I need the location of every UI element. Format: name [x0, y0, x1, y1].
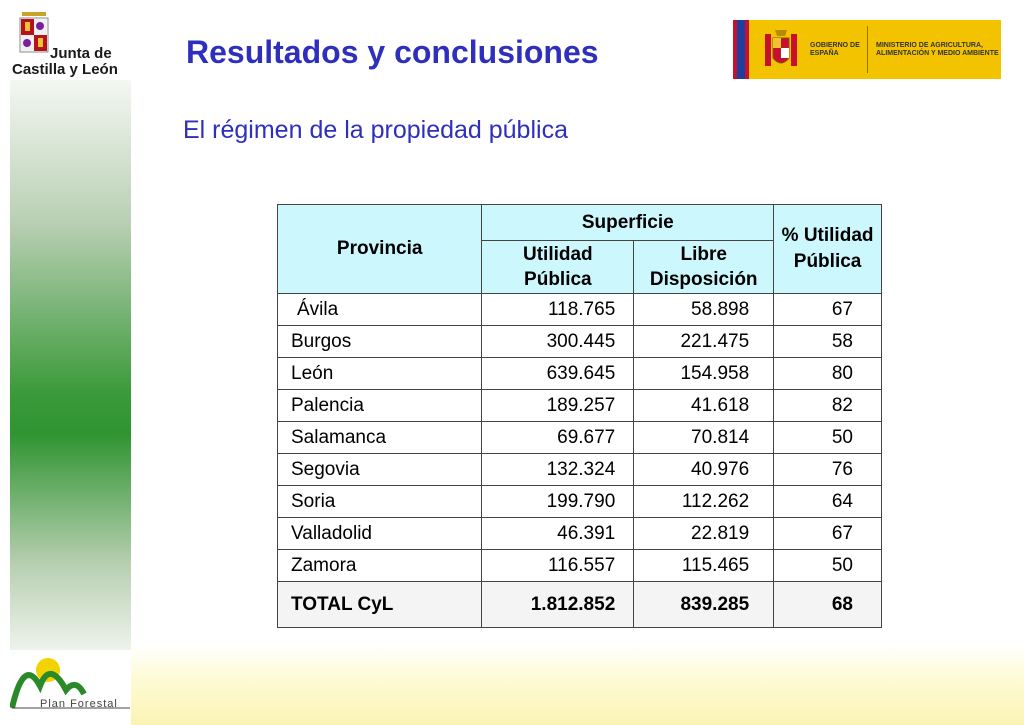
table-row — [278, 358, 882, 390]
cell-provincia: Soria — [278, 486, 482, 518]
junta-text-line2: Castilla y León — [12, 61, 118, 78]
cell-libre: 115.465 — [634, 550, 774, 582]
header-pct-text: % Utilidad Pública — [781, 225, 874, 272]
cell-libre: 22.819 — [634, 518, 774, 550]
cell-libre: 40.976 — [634, 454, 774, 486]
cell-libre: 41.618 — [634, 390, 774, 422]
plan-forestal-text: Plan Forestal — [40, 698, 118, 710]
table-row — [278, 326, 882, 358]
cell-utilidad: 69.677 — [482, 422, 634, 454]
cell-pct: 67 — [774, 518, 882, 550]
cell-provincia: Palencia — [278, 390, 482, 422]
cell-libre: 58.898 — [634, 294, 774, 326]
table-row — [278, 454, 882, 486]
cell-provincia: Salamanca — [278, 422, 482, 454]
page-subtitle: El régimen de la propiedad pública — [183, 116, 568, 144]
cell-provincia: Zamora — [278, 550, 482, 582]
table-row — [278, 518, 882, 550]
cell-pct: 58 — [774, 326, 882, 358]
cell-utilidad: 189.257 — [482, 390, 634, 422]
cell-utilidad: 132.324 — [482, 454, 634, 486]
cell-libre: 154.958 — [634, 358, 774, 390]
header-provincia: Provincia — [278, 205, 482, 294]
table-row — [278, 294, 882, 326]
cell-total-libre: 839.285 — [634, 582, 774, 628]
cell-libre: 221.475 — [634, 326, 774, 358]
cell-libre: 70.814 — [634, 422, 774, 454]
cell-libre: 112.262 — [634, 486, 774, 518]
cell-total-label: TOTAL CyL — [278, 582, 482, 628]
cell-utilidad: 116.557 — [482, 550, 634, 582]
spain-coat-of-arms-icon — [761, 28, 801, 72]
cell-pct: 67 — [774, 294, 882, 326]
flag-icon — [733, 20, 749, 79]
cell-utilidad: 300.445 — [482, 326, 634, 358]
gobierno-separator — [867, 26, 868, 73]
cell-utilidad: 639.645 — [482, 358, 634, 390]
page-title: Resultados y conclusiones — [186, 34, 599, 70]
header-pct-utilidad — [774, 205, 882, 294]
table-total-row — [278, 582, 882, 628]
header-libre-text: Libre Disposición — [649, 244, 758, 290]
cell-pct: 50 — [774, 550, 882, 582]
cell-pct: 64 — [774, 486, 882, 518]
header-utilidad — [482, 241, 634, 294]
cell-utilidad: 118.765 — [482, 294, 634, 326]
junta-text-line1: Junta de — [50, 45, 112, 62]
cell-utilidad: 199.790 — [482, 486, 634, 518]
cell-provincia: Ávila — [278, 294, 482, 326]
cell-provincia: León — [278, 358, 482, 390]
header-libre — [634, 241, 774, 294]
gobierno-logo — [733, 20, 1001, 79]
cell-utilidad: 46.391 — [482, 518, 634, 550]
cell-total-utilidad: 1.812.852 — [482, 582, 634, 628]
cell-provincia: Segovia — [278, 454, 482, 486]
side-decoration-bar — [10, 80, 131, 650]
cell-pct: 80 — [774, 358, 882, 390]
header-superficie: Superficie — [482, 205, 774, 241]
table-row — [278, 390, 882, 422]
data-table — [277, 204, 882, 628]
ministerio-text: MINISTERIO DE AGRICULTURA, ALIMENTACIÓN Y MEDIO AMBIENTE — [876, 42, 999, 57]
bottom-decoration-band — [131, 645, 1024, 725]
cell-pct: 50 — [774, 422, 882, 454]
cell-provincia: Valladolid — [278, 518, 482, 550]
gobierno-text: GOBIERNO DE ESPAÑA — [810, 42, 860, 57]
header-utilidad-text: Utilidad Pública — [523, 244, 593, 290]
cell-pct: 76 — [774, 454, 882, 486]
cell-total-pct: 68 — [774, 582, 882, 628]
table-row — [278, 422, 882, 454]
table-row — [278, 550, 882, 582]
cell-provincia: Burgos — [278, 326, 482, 358]
cell-pct: 82 — [774, 390, 882, 422]
table-row — [278, 486, 882, 518]
